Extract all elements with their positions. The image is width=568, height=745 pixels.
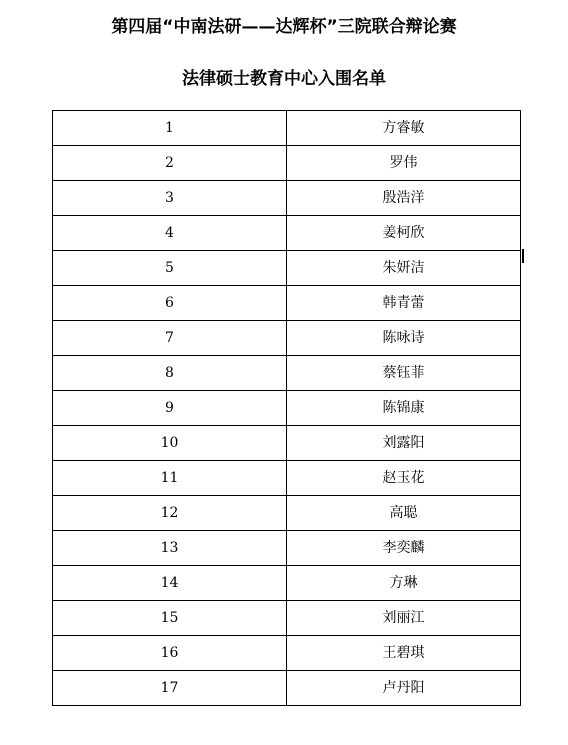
finalist-table-body <box>53 111 521 706</box>
table-row <box>53 321 521 356</box>
row-number-cell: 10 <box>53 426 287 461</box>
finalist-name-cell: 罗伟 <box>287 146 521 181</box>
finalist-name-cell: 王碧琪 <box>287 636 521 671</box>
row-number-cell: 1 <box>53 111 287 146</box>
table-row <box>53 566 521 601</box>
row-number-cell: 11 <box>53 461 287 496</box>
row-number-cell: 3 <box>53 181 287 216</box>
table-row <box>53 146 521 181</box>
table-row <box>53 111 521 146</box>
finalist-name-cell: 李奕麟 <box>287 531 521 566</box>
finalist-name-cell: 方琳 <box>287 566 521 601</box>
document-title: 第四届“中南法研——达辉杯”三院联合辩论赛 <box>111 17 457 37</box>
finalist-name-cell: 蔡钰菲 <box>287 356 521 391</box>
table-row <box>53 251 521 286</box>
finalist-name-cell: 姜柯欣 <box>287 216 521 251</box>
row-number-cell: 9 <box>53 391 287 426</box>
finalist-name-cell: 朱妍洁 <box>287 251 521 286</box>
row-number-cell: 16 <box>53 636 287 671</box>
finalist-name-cell: 高聪 <box>287 496 521 531</box>
table-row <box>53 391 521 426</box>
row-number-cell: 15 <box>53 601 287 636</box>
table-row <box>53 181 521 216</box>
finalist-name-cell: 刘露阳 <box>287 426 521 461</box>
row-number-cell: 4 <box>53 216 287 251</box>
finalist-table <box>52 110 521 706</box>
table-row <box>53 356 521 391</box>
table-row <box>53 496 521 531</box>
row-number-cell: 14 <box>53 566 287 601</box>
row-number-cell: 5 <box>53 251 287 286</box>
finalist-name-cell: 赵玉花 <box>287 461 521 496</box>
row-number-cell: 13 <box>53 531 287 566</box>
finalist-name-cell: 陈锦康 <box>287 391 521 426</box>
row-number-cell: 2 <box>53 146 287 181</box>
table-row <box>53 601 521 636</box>
finalist-name-cell: 殷浩洋 <box>287 181 521 216</box>
table-row <box>53 426 521 461</box>
row-number-cell: 12 <box>53 496 287 531</box>
table-row <box>53 216 521 251</box>
table-row <box>53 636 521 671</box>
text-cursor <box>522 249 524 263</box>
finalist-name-cell: 刘丽江 <box>287 601 521 636</box>
finalist-name-cell: 方睿敏 <box>287 111 521 146</box>
finalist-name-cell: 卢丹阳 <box>287 671 521 706</box>
table-row <box>53 286 521 321</box>
document-subtitle: 法律硕士教育中心入围名单 <box>182 69 386 89</box>
finalist-name-cell: 陈咏诗 <box>287 321 521 356</box>
row-number-cell: 17 <box>53 671 287 706</box>
table-row <box>53 671 521 706</box>
table-row <box>53 531 521 566</box>
table-row <box>53 461 521 496</box>
row-number-cell: 6 <box>53 286 287 321</box>
row-number-cell: 7 <box>53 321 287 356</box>
finalist-name-cell: 韩青蕾 <box>287 286 521 321</box>
row-number-cell: 8 <box>53 356 287 391</box>
